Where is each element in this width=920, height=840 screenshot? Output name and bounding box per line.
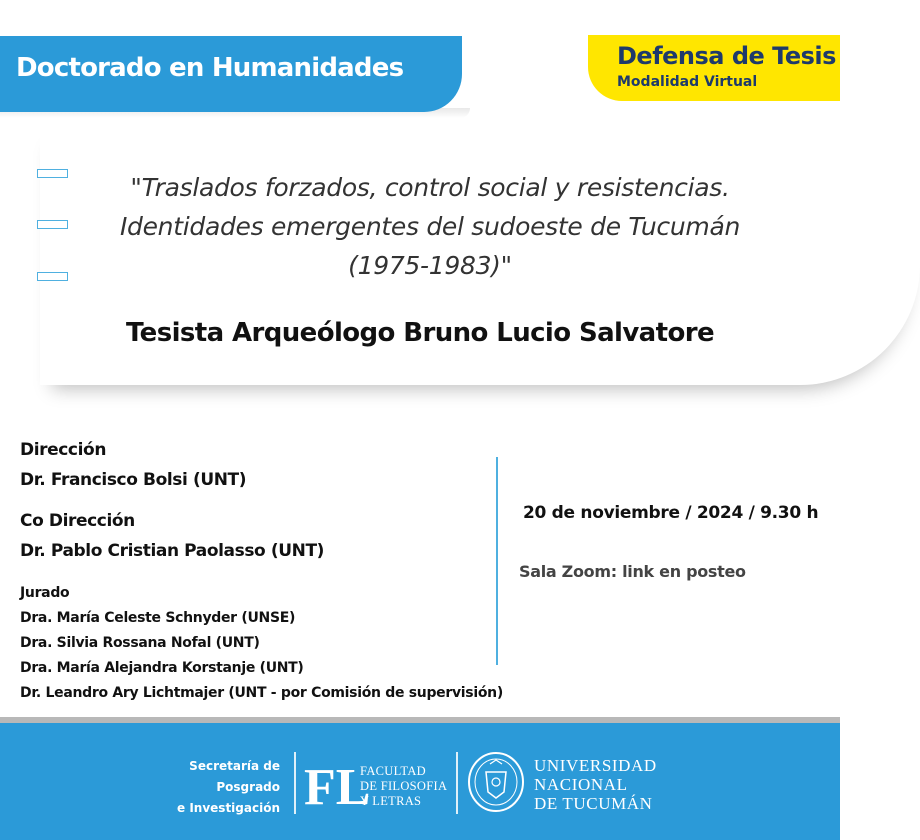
direccion-label: Dirección bbox=[20, 440, 107, 460]
codireccion-label: Co Dirección bbox=[20, 511, 135, 531]
university-line: DE TUCUMÁN bbox=[534, 794, 653, 813]
event-type-title: Defensa de Tesis bbox=[617, 42, 836, 70]
facultad-logo-letters: FL bbox=[304, 759, 371, 816]
event-modality: Modalidad Virtual bbox=[617, 74, 758, 90]
footer-separator bbox=[456, 752, 458, 814]
footer-separator bbox=[294, 752, 296, 814]
secretaria-line: e Investigación bbox=[177, 801, 280, 815]
thesis-title bbox=[60, 168, 800, 285]
facultad-name bbox=[360, 764, 447, 809]
university-seal-icon bbox=[466, 750, 526, 814]
facultad-line: Y LETRAS bbox=[360, 794, 422, 808]
thesis-title-line: "Traslados forzados, control social y resistencias. bbox=[130, 173, 730, 202]
jurado-member: Dra. Silvia Rossana Nofal (UNT) bbox=[20, 635, 260, 651]
thesis-title-line: (1975-1983)" bbox=[348, 251, 512, 280]
direccion-name: Dr. Francisco Bolsi (UNT) bbox=[20, 470, 247, 490]
facultad-logo bbox=[302, 754, 371, 816]
event-date: 20 de noviembre / 2024 / 9.30 h bbox=[523, 503, 819, 523]
university-line: UNIVERSIDAD bbox=[534, 756, 657, 775]
jurado-member: Dr. Leandro Ary Lichtmajer (UNT - por Comisión de supervisión) bbox=[20, 685, 503, 701]
codireccion-name: Dr. Pablo Cristian Paolasso (UNT) bbox=[20, 541, 325, 561]
program-title: Doctorado en Humanidades bbox=[16, 53, 404, 83]
jurado-member: Dra. María Alejandra Korstanje (UNT) bbox=[20, 660, 304, 676]
tesista-name: Tesista Arqueólogo Bruno Lucio Salvatore bbox=[126, 318, 714, 348]
column-divider bbox=[496, 457, 498, 665]
thesis-title-line: Identidades emergentes del sudoeste de Tucumán bbox=[119, 212, 741, 241]
university-line: NACIONAL bbox=[534, 775, 628, 794]
jurado-member: Dra. María Celeste Schnyder (UNSE) bbox=[20, 610, 296, 626]
secretaria-line: Secretaría de bbox=[189, 759, 280, 773]
facultad-line: FACULTAD bbox=[360, 764, 426, 778]
jurado-label: Jurado bbox=[20, 585, 70, 601]
university-name bbox=[534, 756, 657, 813]
secretaria-label bbox=[160, 756, 280, 819]
event-location: Sala Zoom: link en posteo bbox=[519, 562, 746, 581]
facultad-line: DE FILOSOFIA bbox=[360, 779, 448, 793]
secretaria-line: Posgrado bbox=[216, 780, 280, 794]
